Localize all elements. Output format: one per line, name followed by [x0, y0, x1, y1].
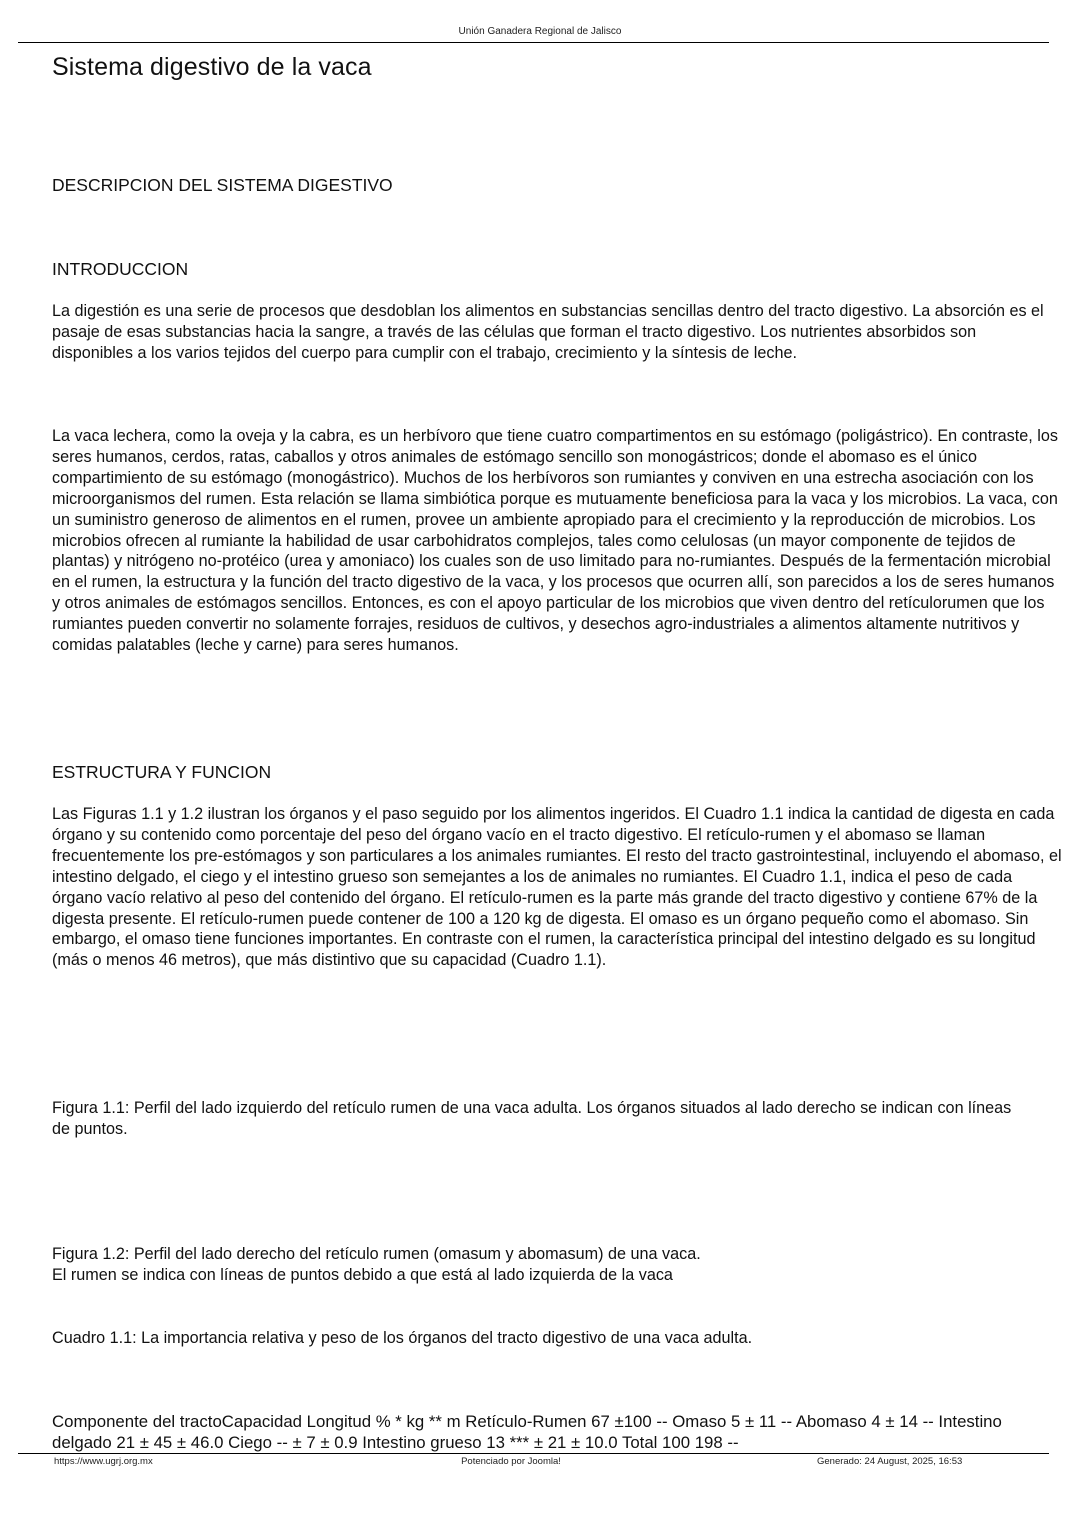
page-header-organization: Unión Ganadera Regional de Jalisco	[458, 26, 622, 37]
page-title: Sistema digestivo de la vaca	[52, 53, 372, 81]
intro-paragraph-1: La digestión es una serie de procesos que desdoblan los alimentos en substancias sencillas dentro del tracto digestivo. La absorción es el pasaje de esas substancias hacia la sangre, a través de las células que forman el tracto digestivo. Los nutrientes absorbidos son disponibles a los varios tejidos del cuerpo para cumplir con el trabajo, crecimiento y la síntesis de leche.	[52, 302, 1044, 362]
footer-url-link[interactable]: https://www.ugrj.org.mx	[54, 1456, 153, 1467]
footer-powered-by: Potenciado por Joomla!	[461, 1456, 561, 1467]
section-heading-description: DESCRIPCION DEL SISTEMA DIGESTIVO	[52, 175, 393, 195]
table-caption: Cuadro 1.1: La importancia relativa y peso de los órganos del tracto digestivo de una vaca adulta.	[52, 1329, 753, 1347]
table-text-line-2: delgado 21 ± 45 ± 46.0 Ciego -- ± 7 ± 0.9 Intestino grueso 13 *** ± 21 ± 10.0 Total 100 198 --	[52, 1433, 739, 1452]
structure-paragraph: Las Figuras 1.1 y 1.2 ilustran los órganos y el paso seguido por los alimentos ingeridos. El Cuadro 1.1 indica la cantidad de digesta en cada órgano y su contenido como porcentaje del peso del órgano vacío en el tracto digestivo. El retículo-rumen y el abomaso se llaman frecuentemente los pre-estómagos y son particulares a los animales rumiantes. El resto del tracto gastrointestinal, incluyendo el abomaso, el intestino delgado, el ciego y el intestino grueso son semejantes a los de animales no rumiantes. El Cuadro 1.1, indica el peso de cada órgano vacío relativo al peso del contenido del órgano. El retículo-rumen es la parte más grande del tracto digestivo y contiene 67% de la digesta presente. El retículo-rumen puede contener de 100 a 120 kg de digesta. El omaso es un órgano pequeño como el abomaso. Sin embargo, el omaso tiene funciones importantes. En contraste con el rumen, la característica principal del intestino delgado es su longitud (más o menos 46 metros), que más distintivo que su capacidad (Cuadro 1.1).	[52, 805, 1062, 970]
intro-paragraph-2: La vaca lechera, como la oveja y la cabra, es un herbívoro que tiene cuatro compartimentos en su estómago (poligástrico). En contraste, los seres humanos, cerdos, ratas, caballos y otros animales de estómago sencillo son monogástricos; donde el abomaso es el único compartimiento de su estómago (monogástrico). Muchos de los herbívoros son rumiantes y conviven en una estrecha asociación con los microorganismos del rumen. Esta relación se llama simbiótica porque es mutuamente beneficiosa para la vaca y los microbios. La vaca, con un suministro generoso de alimentos en el rumen, provee un ambiente apropiado para el crecimiento y la reproducción de microbios. Los microbios ofrecen al rumiante la habilidad de usar carbohidratos complejos, tales como celulosas (un mayor componente de tejidos de plantas) y nitrógeno no-protéico (urea y amoniaco) los cuales son de uso limitado para no-rumiantes. Después de la fermentación microbial en el rumen, la estructura y la función del tracto digestivo de la vaca, y los procesos que ocurren allí, son parecidos a los de seres humanos y otros animales de estómagos sencillos. Entonces, es con el apoyo particular de los microbios que viven dentro del retículorumen que los rumiantes pueden convertir no solamente forrajes, residuos de cultivos, y desechos agro-industriales a alimentos altamente nutritivos y comidas palatables (leche y carne) para seres humanos.	[52, 427, 1058, 655]
figure-2-caption-line-2: El rumen se indica con líneas de puntos debido a que está al lado izquierda de la vaca	[52, 1266, 673, 1284]
table-text-line-1: Componente del tractoCapacidad Longitud % * kg ** m Retículo-Rumen 67 ±100 -- Omaso 5 ± 11 -- Abomaso 4 ± 14 -- Intestino	[52, 1412, 1002, 1431]
header-divider	[18, 42, 1049, 43]
section-heading-introduction: INTRODUCCION	[52, 259, 189, 279]
footer-divider	[18, 1453, 1049, 1454]
footer-generated-date: Generado: 24 August, 2025, 16:53	[817, 1456, 963, 1467]
figure-2-caption-line-1: Figura 1.2: Perfil del lado derecho del retículo rumen (omasum y abomasum) de una vaca.	[52, 1245, 701, 1263]
section-heading-structure: ESTRUCTURA Y FUNCION	[52, 762, 272, 782]
figure-1-caption: Figura 1.1: Perfil del lado izquierdo del retículo rumen de una vaca adulta. Los órganos situados al lado derecho se indican con líneas de puntos.	[52, 1099, 1012, 1138]
